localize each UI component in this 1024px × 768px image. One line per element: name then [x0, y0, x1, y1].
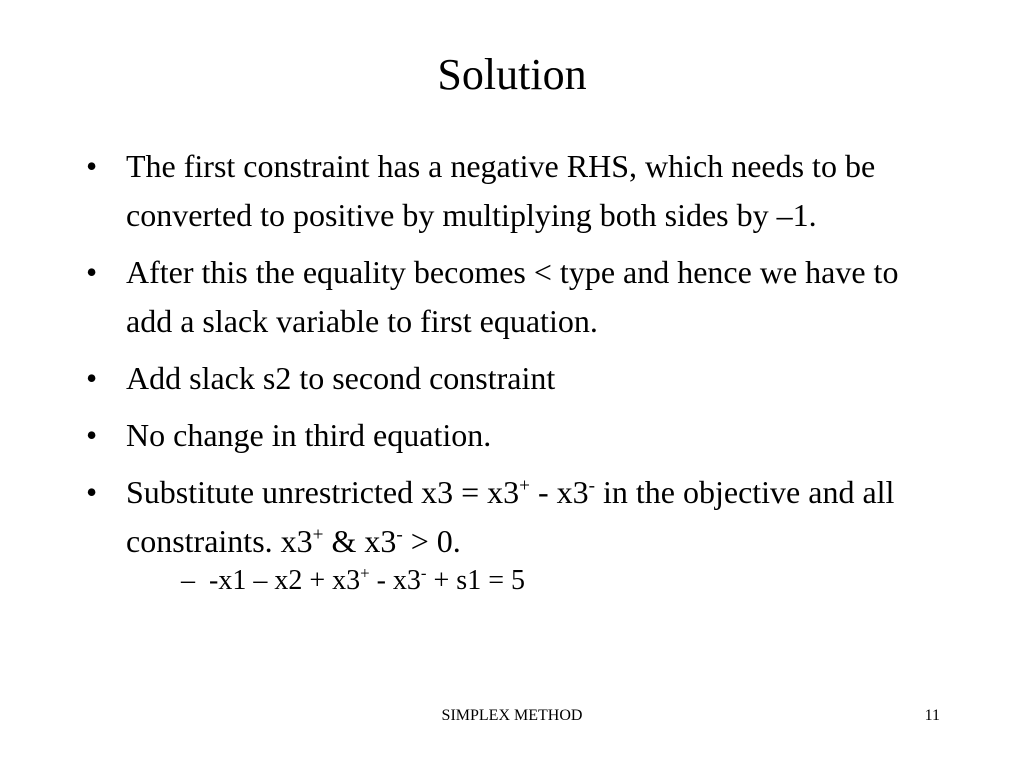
text-run: & x3 [323, 523, 397, 559]
bullet-text: Add slack s2 to second constraint [126, 360, 556, 396]
text-run: > 0. [402, 523, 461, 559]
bullet-text [126, 474, 894, 559]
bullet-list [86, 142, 946, 606]
bullet-item [86, 248, 946, 346]
bullet-dot-icon: • [86, 148, 98, 184]
text-run: - x3 [369, 565, 421, 596]
superscript: - [588, 475, 595, 497]
dash-icon: – [181, 565, 195, 596]
bullet-dot-icon: • [86, 360, 98, 396]
bullet-dot-icon: • [86, 417, 98, 453]
page-number: 11 [924, 707, 940, 724]
superscript: + [312, 524, 324, 546]
superscript: - [396, 524, 403, 546]
text-run: + s1 = 5 [426, 565, 525, 596]
sub-bullet-item [126, 564, 946, 598]
text-run: in the objective and all constraints. x3 [126, 474, 895, 559]
bullet-item [86, 411, 946, 460]
bullet-item [86, 468, 946, 598]
bullet-dot-icon: • [86, 474, 98, 510]
bullet-dot-icon: • [86, 254, 98, 290]
bullet-item [86, 354, 946, 403]
bullet-text: No change in third equation. [126, 417, 492, 453]
bullet-text: After this the equality becomes < type and hence we have to add a slack variable to first equation. [126, 254, 899, 339]
bullet-item [86, 142, 946, 240]
bullet-text: The first constraint has a negative RHS, which needs to be converted to positive by multiplying both sides by –1. [126, 148, 876, 233]
footer-title: SIMPLEX METHOD [441, 707, 583, 724]
superscript: + [519, 475, 530, 497]
text-run: Substitute unrestricted x3 = x3 [126, 474, 520, 510]
superscript: + [360, 563, 370, 583]
superscript: - [420, 563, 427, 583]
text-run: -x1 – x2 + x3 [209, 565, 361, 596]
text-run: - x3 [529, 474, 589, 510]
slide-title: Solution [437, 50, 587, 99]
